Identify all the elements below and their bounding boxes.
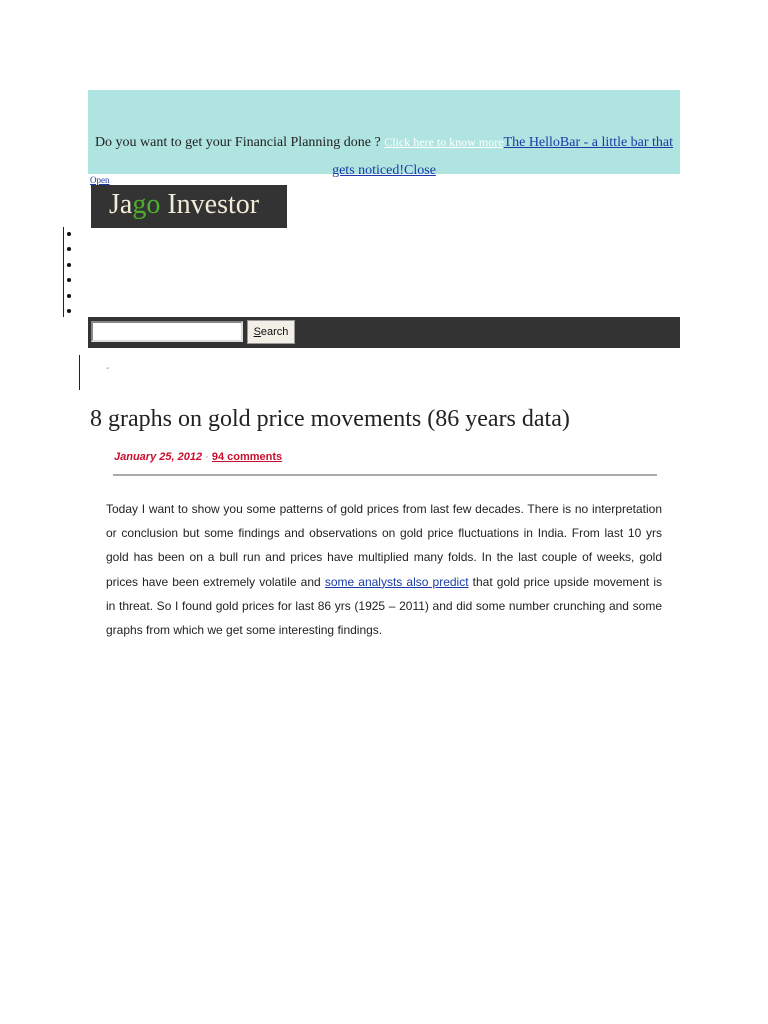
logo-text-investor: Investor — [160, 189, 260, 220]
meta-divider — [113, 474, 657, 476]
search-input[interactable] — [91, 321, 243, 342]
meta-separator: · — [202, 451, 212, 463]
post-body — [106, 497, 662, 642]
breadcrumb-dash: - — [106, 363, 110, 374]
hellobar-close-link[interactable]: Close — [404, 163, 436, 178]
hellobar-brand-link[interactable]: The HelloBar - a little bar that gets noticed! — [332, 135, 674, 178]
hellobar-open-link[interactable]: Open — [90, 175, 110, 185]
logo-text — [109, 189, 259, 221]
hellobar — [88, 90, 680, 178]
search-button-accesskey: S — [253, 326, 261, 338]
search-bar — [88, 317, 680, 348]
hellobar-message — [88, 128, 680, 185]
site-logo[interactable] — [91, 185, 287, 228]
comments-link[interactable]: 94 comments — [211, 451, 283, 463]
post-body-text-1: Today I want to show you some patterns of gold prices from last few decades. There is no interpretation or conclusion but some findings and observations on gold price fluctuations in India. From last 10 yrs gold has been on a bull run and prices have multiplied many folds. In the last couple of weeks, gold prices have been extremely volatile and — [106, 502, 662, 589]
hellobar-question: Do you want to get your Financial Planning done ? — [94, 135, 385, 150]
content-divider — [79, 355, 80, 390]
post-title[interactable]: 8 graphs on gold price movements (86 years data) — [90, 406, 570, 432]
hellobar-cta-link[interactable]: Click here to know more — [384, 135, 504, 149]
post-body-text-2: that gold price upside movement is in threat. So I found gold prices for last 86 yrs (1925 – 2011) and did some number crunching and some graphs from which we get some interesting findings. — [106, 574, 663, 638]
analysts-predict-link[interactable]: some analysts also predict — [324, 574, 469, 589]
search-button-label: earch — [260, 326, 289, 338]
post-meta — [114, 451, 282, 463]
post-date: January 25, 2012 — [114, 451, 203, 463]
search-button[interactable] — [247, 320, 295, 344]
logo-text-go: go — [132, 189, 161, 220]
nav-divider — [63, 227, 64, 317]
logo-text-ja: Ja — [109, 189, 133, 220]
